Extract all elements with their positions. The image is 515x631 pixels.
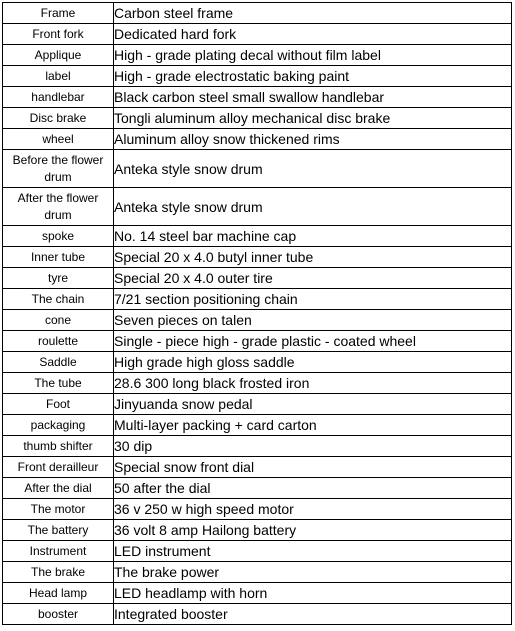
spec-value: No. 14 steel bar machine cap xyxy=(114,226,512,247)
spec-label: cone xyxy=(3,310,114,331)
spec-row-thumb-shifter xyxy=(3,436,512,457)
spec-label: Front fork xyxy=(3,24,114,45)
spec-value: High grade high gloss saddle xyxy=(114,352,512,373)
spec-label: Before the flower drum xyxy=(3,150,114,188)
spec-value: Dedicated hard fork xyxy=(114,24,512,45)
spec-row-front-fork xyxy=(3,24,512,45)
spec-row-before-flower-drum xyxy=(3,150,512,188)
spec-row-tyre xyxy=(3,268,512,289)
spec-label: The brake xyxy=(3,562,114,583)
spec-row-applique xyxy=(3,45,512,66)
spec-label: thumb shifter xyxy=(3,436,114,457)
spec-value: Jinyuanda snow pedal xyxy=(114,394,512,415)
spec-row-tube xyxy=(3,373,512,394)
spec-row-inner-tube xyxy=(3,247,512,268)
spec-label: The tube xyxy=(3,373,114,394)
spec-label: label xyxy=(3,66,114,87)
spec-value: Special snow front dial xyxy=(114,457,512,478)
spec-label: Inner tube xyxy=(3,247,114,268)
spec-table xyxy=(2,2,512,625)
spec-row-instrument xyxy=(3,541,512,562)
spec-row-front-derailleur xyxy=(3,457,512,478)
spec-value: The brake power xyxy=(114,562,512,583)
spec-value: High - grade plating decal without film label xyxy=(114,45,512,66)
spec-label: Disc brake xyxy=(3,108,114,129)
spec-value: LED instrument xyxy=(114,541,512,562)
spec-row-after-flower-drum xyxy=(3,188,512,226)
spec-row-packaging xyxy=(3,415,512,436)
spec-label: packaging xyxy=(3,415,114,436)
spec-row-disc-brake xyxy=(3,108,512,129)
spec-value: Anteka style snow drum xyxy=(114,150,512,188)
spec-value: Carbon steel frame xyxy=(114,3,512,24)
spec-value: 7/21 section positioning chain xyxy=(114,289,512,310)
spec-value: 36 v 250 w high speed motor xyxy=(114,499,512,520)
spec-value: Seven pieces on talen xyxy=(114,310,512,331)
spec-row-motor xyxy=(3,499,512,520)
spec-label: roulette xyxy=(3,331,114,352)
spec-value: Special 20 x 4.0 butyl inner tube xyxy=(114,247,512,268)
spec-label: Foot xyxy=(3,394,114,415)
spec-label: Head lamp xyxy=(3,583,114,604)
spec-value: Aluminum alloy snow thickened rims xyxy=(114,129,512,150)
spec-label: The battery xyxy=(3,520,114,541)
spec-label: The motor xyxy=(3,499,114,520)
spec-value: High - grade electrostatic baking paint xyxy=(114,66,512,87)
spec-row-battery xyxy=(3,520,512,541)
spec-row-handlebar xyxy=(3,87,512,108)
spec-row-head-lamp xyxy=(3,583,512,604)
spec-value: Integrated booster xyxy=(114,604,512,625)
spec-value: Single - piece high - grade plastic - coated wheel xyxy=(114,331,512,352)
spec-row-cone xyxy=(3,310,512,331)
spec-value: LED headlamp with horn xyxy=(114,583,512,604)
spec-label: wheel xyxy=(3,129,114,150)
spec-row-saddle xyxy=(3,352,512,373)
spec-row-wheel xyxy=(3,129,512,150)
spec-label: After the flower drum xyxy=(3,188,114,226)
spec-row-booster xyxy=(3,604,512,625)
spec-value: Black carbon steel small swallow handlebar xyxy=(114,87,512,108)
spec-value: Special 20 x 4.0 outer tire xyxy=(114,268,512,289)
spec-label: Frame xyxy=(3,3,114,24)
spec-label: tyre xyxy=(3,268,114,289)
spec-label: Front derailleur xyxy=(3,457,114,478)
spec-label: After the dial xyxy=(3,478,114,499)
spec-row-chain xyxy=(3,289,512,310)
spec-label: handlebar xyxy=(3,87,114,108)
spec-value: Multi-layer packing + card carton xyxy=(114,415,512,436)
spec-row-frame xyxy=(3,3,512,24)
spec-label: booster xyxy=(3,604,114,625)
spec-label: spoke xyxy=(3,226,114,247)
spec-row-roulette xyxy=(3,331,512,352)
spec-row-after-the-dial xyxy=(3,478,512,499)
spec-row-label xyxy=(3,66,512,87)
spec-label: The chain xyxy=(3,289,114,310)
spec-row-foot xyxy=(3,394,512,415)
spec-label: Saddle xyxy=(3,352,114,373)
spec-value: Anteka style snow drum xyxy=(114,188,512,226)
spec-label: Applique xyxy=(3,45,114,66)
spec-row-brake xyxy=(3,562,512,583)
spec-value: Tongli aluminum alloy mechanical disc brake xyxy=(114,108,512,129)
spec-value: 30 dip xyxy=(114,436,512,457)
spec-value: 36 volt 8 amp Hailong battery xyxy=(114,520,512,541)
spec-label: Instrument xyxy=(3,541,114,562)
spec-row-spoke xyxy=(3,226,512,247)
spec-value: 50 after the dial xyxy=(114,478,512,499)
spec-value: 28.6 300 long black frosted iron xyxy=(114,373,512,394)
